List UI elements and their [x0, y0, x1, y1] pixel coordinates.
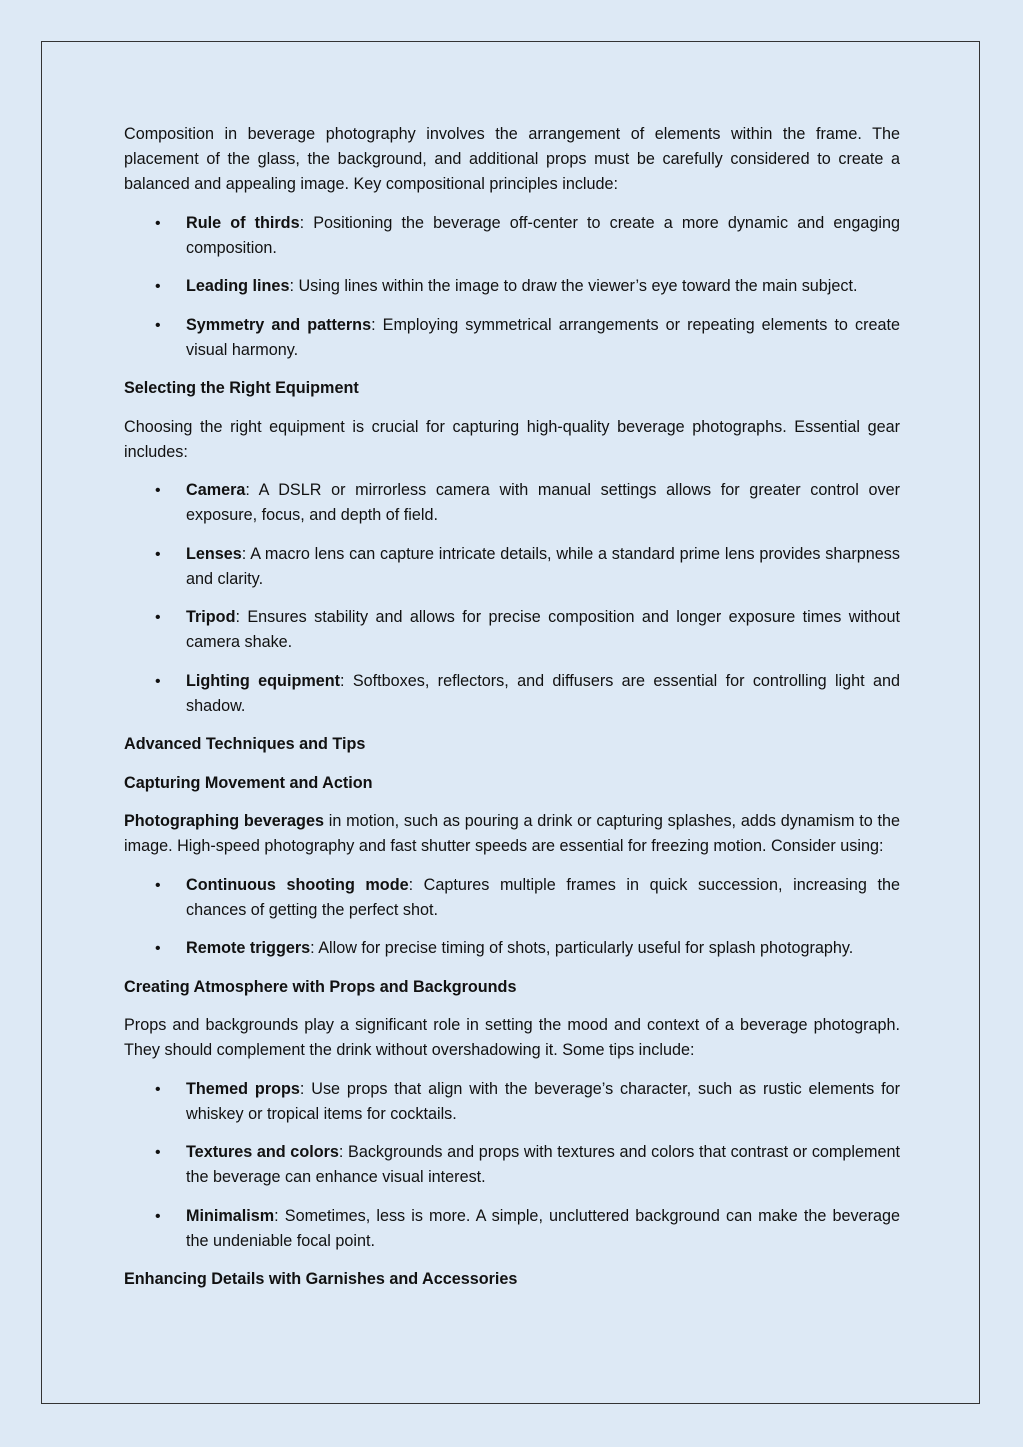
list-item: [124, 605, 900, 655]
list-item-term: Tripod: [186, 608, 236, 626]
list-item: [124, 936, 900, 961]
list-item: [124, 669, 900, 719]
list-item: [124, 211, 900, 261]
section-heading-advanced: Advanced Techniques and Tips: [124, 735, 366, 753]
list-item: [124, 313, 900, 363]
list-item-term: Lighting equipment: [186, 671, 341, 690]
composition-list: [124, 211, 900, 363]
list-item-desc: : A macro lens can capture intricate details, while a standard prime lens provides sharpness and clarity.: [186, 544, 900, 588]
list-item: [124, 274, 900, 299]
list-item: [124, 873, 900, 923]
list-item: [124, 478, 900, 528]
list-item-desc: : Use props that align with the beverage’s character, such as rustic elements for whiskey or tropical items for cocktails.: [186, 1079, 901, 1123]
bullet-icon: •: [155, 876, 161, 894]
section-heading-garnish: Enhancing Details with Garnishes and Accessories: [124, 1270, 518, 1288]
list-item: [124, 1140, 900, 1190]
equipment-list: [124, 478, 900, 719]
bullet-icon: •: [155, 482, 161, 499]
bullet-icon: •: [155, 278, 161, 295]
bullet-icon: •: [155, 1144, 161, 1161]
list-item-term: Leading lines: [186, 277, 290, 295]
movement-list: [124, 873, 900, 962]
document-body: [124, 122, 900, 1306]
bullet-icon: •: [155, 545, 161, 563]
bullet-icon: •: [155, 672, 161, 690]
list-item-desc: : Employing symmetrical arrangements or repeating elements to create visual harmony.: [186, 315, 900, 359]
movement-desc: in motion, such as pouring a drink or capturing splashes, adds dynamism to the image. High-speed photography and fast shutter speeds are essential for freezing motion. Consider using:: [124, 812, 900, 855]
list-item-term: Symmetry and patterns: [186, 315, 372, 334]
list-item-desc: : A DSLR or mirrorless camera with manual settings allows for greater control over exposure, focus, and depth of field.: [186, 481, 900, 524]
list-item-term: Remote triggers: [186, 939, 311, 957]
movement-term: Photographing beverages: [124, 812, 324, 830]
list-item-term: Themed props: [186, 1079, 300, 1098]
list-item-desc: : Sometimes, less is more. A simple, uncluttered background can make the beverage the undeniable focal point.: [186, 1206, 900, 1250]
list-item-term: Continuous shooting mode: [186, 875, 409, 894]
atmosphere-paragraph: Props and backgrounds play a significant role in setting the mood and context of a beverage photograph. They should complement the drink without overshadowing it. Some tips include:: [124, 1016, 900, 1059]
bullet-icon: •: [155, 609, 161, 626]
section-heading-movement: Capturing Movement and Action: [124, 773, 373, 792]
bullet-icon: •: [155, 1207, 161, 1225]
list-item-term: Lenses: [186, 544, 242, 563]
movement-paragraph: [124, 809, 900, 859]
list-item-term: Minimalism: [186, 1206, 275, 1225]
list-item-desc: : Softboxes, reflectors, and diffusers are essential for controlling light and shadow.: [186, 671, 900, 715]
list-item-desc: : Captures multiple frames in quick succession, increasing the chances of getting the perfect shot.: [186, 875, 900, 919]
list-item-term: Textures and colors: [186, 1143, 339, 1161]
intro-paragraph: Composition in beverage photography involves the arrangement of elements within the frame. The placement of the glass, the background, and additional props must be carefully considered to create a balanced and appealing image. Key compositional principles include:: [124, 125, 900, 193]
section-heading-atmosphere: Creating Atmosphere with Props and Backgrounds: [124, 977, 517, 996]
list-item: [124, 1077, 900, 1127]
list-item-desc: : Using lines within the image to draw the viewer’s eye toward the main subject.: [289, 277, 858, 295]
bullet-icon: •: [155, 316, 161, 334]
list-item-desc: : Positioning the beverage off-center to create a more dynamic and engaging composition.: [186, 213, 900, 257]
bullet-icon: •: [155, 1080, 161, 1098]
equipment-paragraph: Choosing the right equipment is crucial for capturing high-quality beverage photographs. Essential gear includes:: [124, 417, 900, 461]
list-item-desc: : Ensures stability and allows for precise composition and longer exposure times without camera shake.: [186, 608, 900, 651]
section-heading-equipment: Selecting the Right Equipment: [124, 379, 359, 397]
list-item-desc: : Backgrounds and props with textures and colors that contrast or complement the beverage can enhance visual interest.: [186, 1143, 900, 1186]
bullet-icon: •: [155, 940, 161, 957]
list-item-term: Rule of thirds: [186, 213, 300, 232]
list-item: [124, 542, 900, 592]
list-item: [124, 1204, 900, 1254]
atmosphere-list: [124, 1077, 900, 1254]
bullet-icon: •: [155, 214, 161, 232]
list-item-desc: : Allow for precise timing of shots, particularly useful for splash photography.: [310, 939, 854, 957]
list-item-term: Camera: [186, 481, 246, 499]
